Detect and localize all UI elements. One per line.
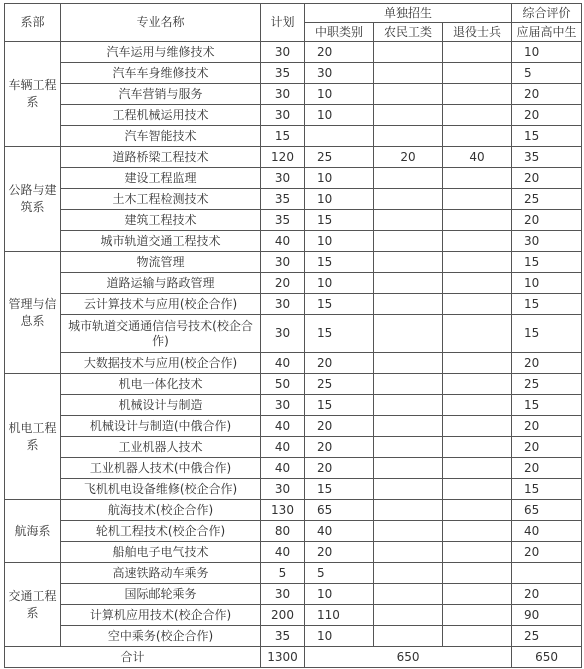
- yingjie-cell: 15: [512, 294, 582, 315]
- zhongzhi-cell: 30: [305, 63, 374, 84]
- table-row: [5, 315, 582, 353]
- nongmin-cell: [374, 395, 443, 416]
- yingjie-cell: 20: [512, 168, 582, 189]
- major-cell: 空中乘务(校企合作): [61, 626, 261, 647]
- yingjie-cell: 20: [512, 210, 582, 231]
- tuiyi-cell: [443, 584, 512, 605]
- header-yingjie: 应届高中生: [512, 23, 582, 42]
- major-cell: 工业机器人技术: [61, 437, 261, 458]
- table-row: [5, 605, 582, 626]
- tuiyi-cell: [443, 252, 512, 273]
- zhongzhi-cell: 20: [305, 42, 374, 63]
- total-row: [5, 647, 582, 668]
- major-cell: 城市轨道交通工程技术: [61, 231, 261, 252]
- yingjie-cell: 30: [512, 231, 582, 252]
- major-cell: 汽车智能技术: [61, 126, 261, 147]
- table-row: [5, 374, 582, 395]
- table-row: [5, 147, 582, 168]
- table-row: [5, 479, 582, 500]
- tuiyi-cell: [443, 42, 512, 63]
- nongmin-cell: [374, 105, 443, 126]
- header-major: 专业名称: [61, 4, 261, 42]
- nongmin-cell: [374, 84, 443, 105]
- table-row: [5, 395, 582, 416]
- table-row: [5, 168, 582, 189]
- zhongzhi-cell: 25: [305, 147, 374, 168]
- table-row: [5, 210, 582, 231]
- zhongzhi-cell: 65: [305, 500, 374, 521]
- table-row: [5, 273, 582, 294]
- total-plan: 1300: [261, 647, 305, 668]
- zhongzhi-cell: 10: [305, 584, 374, 605]
- nongmin-cell: [374, 584, 443, 605]
- tuiyi-cell: [443, 479, 512, 500]
- yingjie-cell: 20: [512, 584, 582, 605]
- tuiyi-cell: [443, 84, 512, 105]
- nongmin-cell: [374, 231, 443, 252]
- major-cell: 高速铁路动车乘务: [61, 563, 261, 584]
- zhongzhi-cell: 20: [305, 416, 374, 437]
- major-cell: 物流管理: [61, 252, 261, 273]
- tuiyi-cell: [443, 542, 512, 563]
- yingjie-cell: 65: [512, 500, 582, 521]
- nongmin-cell: 20: [374, 147, 443, 168]
- yingjie-cell: 20: [512, 416, 582, 437]
- plan-cell: 80: [261, 521, 305, 542]
- zhongzhi-cell: 10: [305, 84, 374, 105]
- nongmin-cell: [374, 168, 443, 189]
- plan-cell: 40: [261, 231, 305, 252]
- tuiyi-cell: [443, 210, 512, 231]
- yingjie-cell: 20: [512, 105, 582, 126]
- yingjie-cell: 90: [512, 605, 582, 626]
- zhongzhi-cell: 10: [305, 231, 374, 252]
- table-row: [5, 231, 582, 252]
- tuiyi-cell: 40: [443, 147, 512, 168]
- nongmin-cell: [374, 605, 443, 626]
- plan-cell: 35: [261, 189, 305, 210]
- zhongzhi-cell: 5: [305, 563, 374, 584]
- dept-cell: 机电工程系: [5, 374, 61, 500]
- header-tuiyi: 退役士兵: [443, 23, 512, 42]
- plan-cell: 40: [261, 542, 305, 563]
- yingjie-cell: 20: [512, 353, 582, 374]
- nongmin-cell: [374, 210, 443, 231]
- major-cell: 城市轨道交通通信信号技术(校企合作): [61, 315, 261, 353]
- nongmin-cell: [374, 189, 443, 210]
- table-row: [5, 500, 582, 521]
- table-row: [5, 42, 582, 63]
- tuiyi-cell: [443, 315, 512, 353]
- plan-cell: 30: [261, 252, 305, 273]
- nongmin-cell: [374, 294, 443, 315]
- major-cell: 机械设计与制造(中俄合作): [61, 416, 261, 437]
- plan-cell: 200: [261, 605, 305, 626]
- tuiyi-cell: [443, 458, 512, 479]
- tuiyi-cell: [443, 353, 512, 374]
- major-cell: 土木工程检测技术: [61, 189, 261, 210]
- yingjie-cell: 20: [512, 437, 582, 458]
- nongmin-cell: [374, 437, 443, 458]
- yingjie-cell: 10: [512, 273, 582, 294]
- nongmin-cell: [374, 458, 443, 479]
- plan-cell: 40: [261, 437, 305, 458]
- plan-cell: 30: [261, 395, 305, 416]
- dept-cell: 航海系: [5, 500, 61, 563]
- zhongzhi-cell: 10: [305, 626, 374, 647]
- nongmin-cell: [374, 126, 443, 147]
- table-row: [5, 563, 582, 584]
- yingjie-cell: 20: [512, 84, 582, 105]
- zhongzhi-cell: [305, 126, 374, 147]
- major-cell: 云计算技术与应用(校企合作): [61, 294, 261, 315]
- tuiyi-cell: [443, 563, 512, 584]
- plan-cell: 130: [261, 500, 305, 521]
- major-cell: 计算机应用技术(校企合作): [61, 605, 261, 626]
- dept-cell: 交通工程系: [5, 563, 61, 647]
- major-cell: 船舶电子电气技术: [61, 542, 261, 563]
- nongmin-cell: [374, 63, 443, 84]
- table-body: [5, 42, 582, 647]
- yingjie-cell: 15: [512, 252, 582, 273]
- tuiyi-cell: [443, 189, 512, 210]
- yingjie-cell: 40: [512, 521, 582, 542]
- major-cell: 工业机器人技术(中俄合作): [61, 458, 261, 479]
- plan-cell: 40: [261, 416, 305, 437]
- table-row: [5, 458, 582, 479]
- tuiyi-cell: [443, 126, 512, 147]
- table-row: [5, 84, 582, 105]
- major-cell: 国际邮轮乘务: [61, 584, 261, 605]
- zhongzhi-cell: 20: [305, 458, 374, 479]
- yingjie-cell: 15: [512, 479, 582, 500]
- zhongzhi-cell: 10: [305, 189, 374, 210]
- header-nongmin: 农民工类: [374, 23, 443, 42]
- table-row: [5, 437, 582, 458]
- table-row: [5, 542, 582, 563]
- zhongzhi-cell: 10: [305, 105, 374, 126]
- major-cell: 机电一体化技术: [61, 374, 261, 395]
- tuiyi-cell: [443, 231, 512, 252]
- yingjie-cell: [512, 563, 582, 584]
- plan-cell: 35: [261, 63, 305, 84]
- header-plan: 计划: [261, 4, 305, 42]
- zhongzhi-cell: 15: [305, 315, 374, 353]
- nongmin-cell: [374, 273, 443, 294]
- plan-cell: 30: [261, 105, 305, 126]
- plan-cell: 20: [261, 273, 305, 294]
- plan-cell: 120: [261, 147, 305, 168]
- major-cell: 机械设计与制造: [61, 395, 261, 416]
- nongmin-cell: [374, 374, 443, 395]
- major-cell: 汽车车身维修技术: [61, 63, 261, 84]
- major-cell: 轮机工程技术(校企合作): [61, 521, 261, 542]
- plan-cell: 30: [261, 315, 305, 353]
- major-cell: 道路桥梁工程技术: [61, 147, 261, 168]
- dept-cell: 公路与建筑系: [5, 147, 61, 252]
- zhongzhi-cell: 10: [305, 168, 374, 189]
- zhongzhi-cell: 110: [305, 605, 374, 626]
- zhongzhi-cell: 15: [305, 210, 374, 231]
- nongmin-cell: [374, 542, 443, 563]
- table-row: [5, 416, 582, 437]
- yingjie-cell: 20: [512, 542, 582, 563]
- zhongzhi-cell: 10: [305, 273, 374, 294]
- table-row: [5, 252, 582, 273]
- yingjie-cell: 25: [512, 189, 582, 210]
- header-zhongzhi: 中职类别: [305, 23, 374, 42]
- yingjie-cell: 35: [512, 147, 582, 168]
- zhongzhi-cell: 15: [305, 252, 374, 273]
- major-cell: 道路运输与路政管理: [61, 273, 261, 294]
- zhongzhi-cell: 15: [305, 294, 374, 315]
- header-comprehensive: 综合评价: [512, 4, 582, 23]
- plan-cell: 30: [261, 479, 305, 500]
- header-row-1: [5, 4, 582, 23]
- total-label: 合计: [5, 647, 261, 668]
- table-row: [5, 63, 582, 84]
- zhongzhi-cell: 40: [305, 521, 374, 542]
- tuiyi-cell: [443, 500, 512, 521]
- enrollment-plan-table: [4, 3, 582, 668]
- table-row: [5, 626, 582, 647]
- nongmin-cell: [374, 500, 443, 521]
- tuiyi-cell: [443, 437, 512, 458]
- major-cell: 航海技术(校企合作): [61, 500, 261, 521]
- tuiyi-cell: [443, 395, 512, 416]
- tuiyi-cell: [443, 605, 512, 626]
- nongmin-cell: [374, 252, 443, 273]
- nongmin-cell: [374, 479, 443, 500]
- header-dept: 系部: [5, 4, 61, 42]
- dept-cell: 管理与信息系: [5, 252, 61, 374]
- plan-cell: 35: [261, 210, 305, 231]
- table-row: [5, 521, 582, 542]
- major-cell: 飞机机电设备维修(校企合作): [61, 479, 261, 500]
- plan-cell: 50: [261, 374, 305, 395]
- plan-cell: 5: [261, 563, 305, 584]
- tuiyi-cell: [443, 521, 512, 542]
- yingjie-cell: 5: [512, 63, 582, 84]
- tuiyi-cell: [443, 168, 512, 189]
- plan-cell: 35: [261, 626, 305, 647]
- tuiyi-cell: [443, 63, 512, 84]
- plan-cell: 30: [261, 84, 305, 105]
- major-cell: 大数据技术与应用(校企合作): [61, 353, 261, 374]
- plan-cell: 40: [261, 353, 305, 374]
- plan-cell: 15: [261, 126, 305, 147]
- zhongzhi-cell: 20: [305, 542, 374, 563]
- nongmin-cell: [374, 353, 443, 374]
- zhongzhi-cell: 20: [305, 437, 374, 458]
- yingjie-cell: 15: [512, 126, 582, 147]
- major-cell: 工程机械运用技术: [61, 105, 261, 126]
- total-single: 650: [305, 647, 512, 668]
- tuiyi-cell: [443, 294, 512, 315]
- plan-cell: 30: [261, 42, 305, 63]
- major-cell: 汽车营销与服务: [61, 84, 261, 105]
- table-row: [5, 584, 582, 605]
- plan-cell: 40: [261, 458, 305, 479]
- plan-cell: 30: [261, 168, 305, 189]
- nongmin-cell: [374, 626, 443, 647]
- dept-cell: 车辆工程系: [5, 42, 61, 147]
- yingjie-cell: 10: [512, 42, 582, 63]
- major-cell: 建设工程监理: [61, 168, 261, 189]
- yingjie-cell: 15: [512, 395, 582, 416]
- table-row: [5, 353, 582, 374]
- header-single: 单独招生: [305, 4, 512, 23]
- zhongzhi-cell: 25: [305, 374, 374, 395]
- yingjie-cell: 25: [512, 374, 582, 395]
- nongmin-cell: [374, 42, 443, 63]
- yingjie-cell: 15: [512, 315, 582, 353]
- yingjie-cell: 25: [512, 626, 582, 647]
- zhongzhi-cell: 15: [305, 395, 374, 416]
- tuiyi-cell: [443, 273, 512, 294]
- tuiyi-cell: [443, 374, 512, 395]
- zhongzhi-cell: 15: [305, 479, 374, 500]
- table-row: [5, 126, 582, 147]
- tuiyi-cell: [443, 416, 512, 437]
- tuiyi-cell: [443, 626, 512, 647]
- major-cell: 汽车运用与维修技术: [61, 42, 261, 63]
- total-yingjie: 650: [512, 647, 582, 668]
- plan-cell: 30: [261, 584, 305, 605]
- plan-cell: 30: [261, 294, 305, 315]
- table-row: [5, 294, 582, 315]
- table-row: [5, 105, 582, 126]
- zhongzhi-cell: 20: [305, 353, 374, 374]
- nongmin-cell: [374, 416, 443, 437]
- tuiyi-cell: [443, 105, 512, 126]
- table-row: [5, 189, 582, 210]
- yingjie-cell: 20: [512, 458, 582, 479]
- nongmin-cell: [374, 315, 443, 353]
- nongmin-cell: [374, 563, 443, 584]
- nongmin-cell: [374, 521, 443, 542]
- major-cell: 建筑工程技术: [61, 210, 261, 231]
